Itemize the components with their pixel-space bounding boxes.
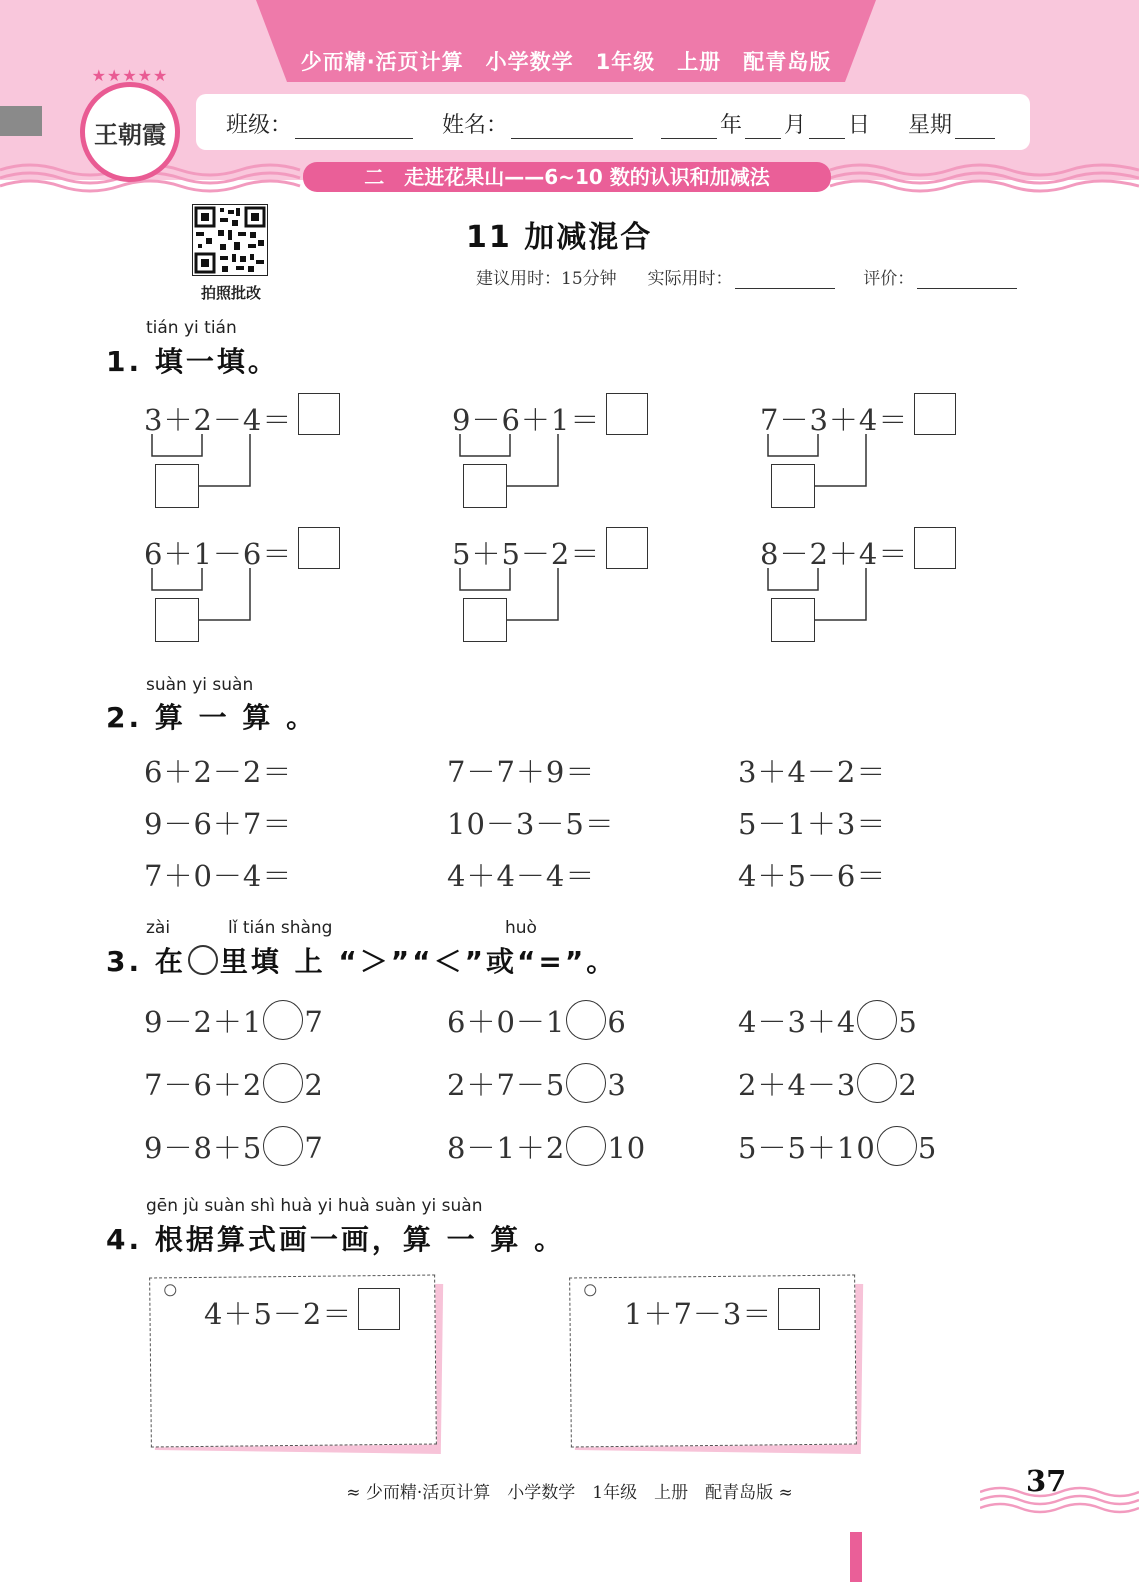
compare-circle[interactable]: [566, 1000, 606, 1040]
compare-item: 9－8＋5 7: [144, 1126, 324, 1170]
intermediate-box[interactable]: [463, 464, 507, 508]
card-hole-icon: [584, 1284, 596, 1296]
calc-expression[interactable]: 5－1＋3＝: [738, 807, 887, 841]
section4-title: 4. 根据算式画一画，算 一 算 。: [106, 1223, 566, 1256]
section3-title: 3. 在 里填 上 “＞”“＜”或“=”。: [106, 945, 618, 978]
compare-item: 6＋0－1 6: [447, 1000, 627, 1044]
answer-box[interactable]: [914, 393, 956, 435]
calc-expression[interactable]: 6＋2－2＝: [144, 755, 293, 789]
intermediate-box[interactable]: [155, 464, 199, 508]
weekday-blank[interactable]: [955, 116, 995, 139]
compare-item: 5－5＋10 5: [738, 1126, 937, 1170]
fill-expression-3: 7－3＋4＝: [760, 403, 909, 437]
brand-logo-text: 王朝霞: [94, 120, 166, 149]
calc-expression[interactable]: 10－3－5＝: [447, 807, 615, 841]
section3-pinyin-b: lǐ tián shàng: [228, 918, 333, 938]
answer-box[interactable]: [298, 527, 340, 569]
calc-expression[interactable]: 9－6＋7＝: [144, 807, 293, 841]
compare-item: 2＋4－3 2: [738, 1063, 918, 1107]
qr-label: 拍照批改: [200, 284, 261, 302]
compare-circle[interactable]: [263, 1000, 303, 1040]
day-blank[interactable]: [809, 116, 845, 139]
section3-pinyin-a: zài: [146, 918, 171, 938]
fill-expression-4: 6＋1－6＝: [144, 537, 293, 571]
section3-pinyin-c: huò: [505, 918, 537, 938]
compare-circle[interactable]: [263, 1063, 303, 1103]
lesson-title: 11 加减混合: [466, 220, 653, 255]
answer-box[interactable]: [606, 527, 648, 569]
answer-box[interactable]: [778, 1288, 820, 1330]
compare-item: 7－6＋2 2: [144, 1063, 324, 1107]
compare-circle[interactable]: [566, 1126, 606, 1166]
book-title: 少而精·活页计算 小学数学 1年级 上册 配青岛版: [300, 50, 832, 74]
compare-circle[interactable]: [857, 1000, 897, 1040]
fill-expression-2: 9－6＋1＝: [452, 403, 601, 437]
star-icon: ★★★★★: [91, 66, 169, 85]
card-expression: 4＋5－2＝: [204, 1297, 353, 1331]
answer-box[interactable]: [606, 393, 648, 435]
intermediate-box[interactable]: [771, 464, 815, 508]
answer-box[interactable]: [914, 527, 956, 569]
class-field: 班级：: [226, 108, 416, 139]
calc-expression[interactable]: 7＋0－4＝: [144, 859, 293, 893]
card-hole-icon: [164, 1284, 176, 1296]
answer-box[interactable]: [358, 1288, 400, 1330]
calc-expression[interactable]: 3＋4－2＝: [738, 755, 887, 789]
section2-title: 2. 算 一 算 。: [106, 701, 318, 734]
qr-code-icon[interactable]: [192, 204, 268, 276]
rating-label: 评价：: [863, 269, 915, 289]
weekday-field: 星期: [908, 108, 998, 139]
compare-item: 2＋7－5 3: [447, 1063, 627, 1107]
compare-circle[interactable]: [263, 1126, 303, 1166]
page-number: 37: [1026, 1464, 1067, 1498]
month-blank[interactable]: [745, 116, 781, 139]
name-field: 姓名：: [442, 108, 636, 139]
calc-expression[interactable]: 4＋4－4＝: [447, 859, 596, 893]
intermediate-box[interactable]: [771, 598, 815, 642]
class-blank[interactable]: [295, 116, 413, 139]
section1-title: 1. 填一填。: [106, 345, 279, 378]
circle-icon: [188, 945, 218, 975]
answer-box[interactable]: [298, 393, 340, 435]
section2-pinyin: suàn yi suàn: [146, 675, 254, 695]
compare-circle[interactable]: [857, 1063, 897, 1103]
intermediate-box[interactable]: [155, 598, 199, 642]
section4-pinyin: gēn jù suàn shì huà yi huà suàn yi suàn: [146, 1196, 483, 1216]
fill-expression-5: 5＋5－2＝: [452, 537, 601, 571]
compare-circle[interactable]: [877, 1126, 917, 1166]
chapter-banner: 二 走进花果山——6~10 数的认识和加减法: [303, 162, 831, 192]
compare-item: 9－2＋1 7: [144, 1000, 324, 1044]
page-edge-tab: [0, 106, 42, 136]
calc-expression[interactable]: 4＋5－6＝: [738, 859, 887, 893]
calc-expression[interactable]: 7－7＋9＝: [447, 755, 596, 789]
name-blank[interactable]: [511, 116, 633, 139]
lesson-meta: [476, 264, 1020, 289]
actual-time-blank[interactable]: [735, 270, 835, 289]
actual-time-label: 实际用时：: [647, 269, 733, 289]
page-bar: [850, 1532, 862, 1582]
fill-expression-6: 8－2＋4＝: [760, 537, 909, 571]
compare-item: 4－3＋4 5: [738, 1000, 918, 1044]
compare-circle[interactable]: [566, 1063, 606, 1103]
card-expression: 1＋7－3＝: [624, 1297, 773, 1331]
footer-text: ≈ 少而精·活页计算 小学数学 1年级 上册 配青岛版 ≈: [346, 1483, 793, 1503]
suggested-time: 建议用时：15分钟: [476, 269, 617, 289]
section1-pinyin: tián yi tián: [146, 318, 237, 338]
year-blank[interactable]: [661, 116, 717, 139]
rating-blank[interactable]: [917, 270, 1017, 289]
intermediate-box[interactable]: [463, 598, 507, 642]
compare-item: 8－1＋2 10: [447, 1126, 646, 1170]
fill-expression-1: 3＋2－4＝: [144, 403, 293, 437]
date-field: 年 月 日: [658, 108, 870, 139]
student-info-bar: [196, 94, 1030, 150]
